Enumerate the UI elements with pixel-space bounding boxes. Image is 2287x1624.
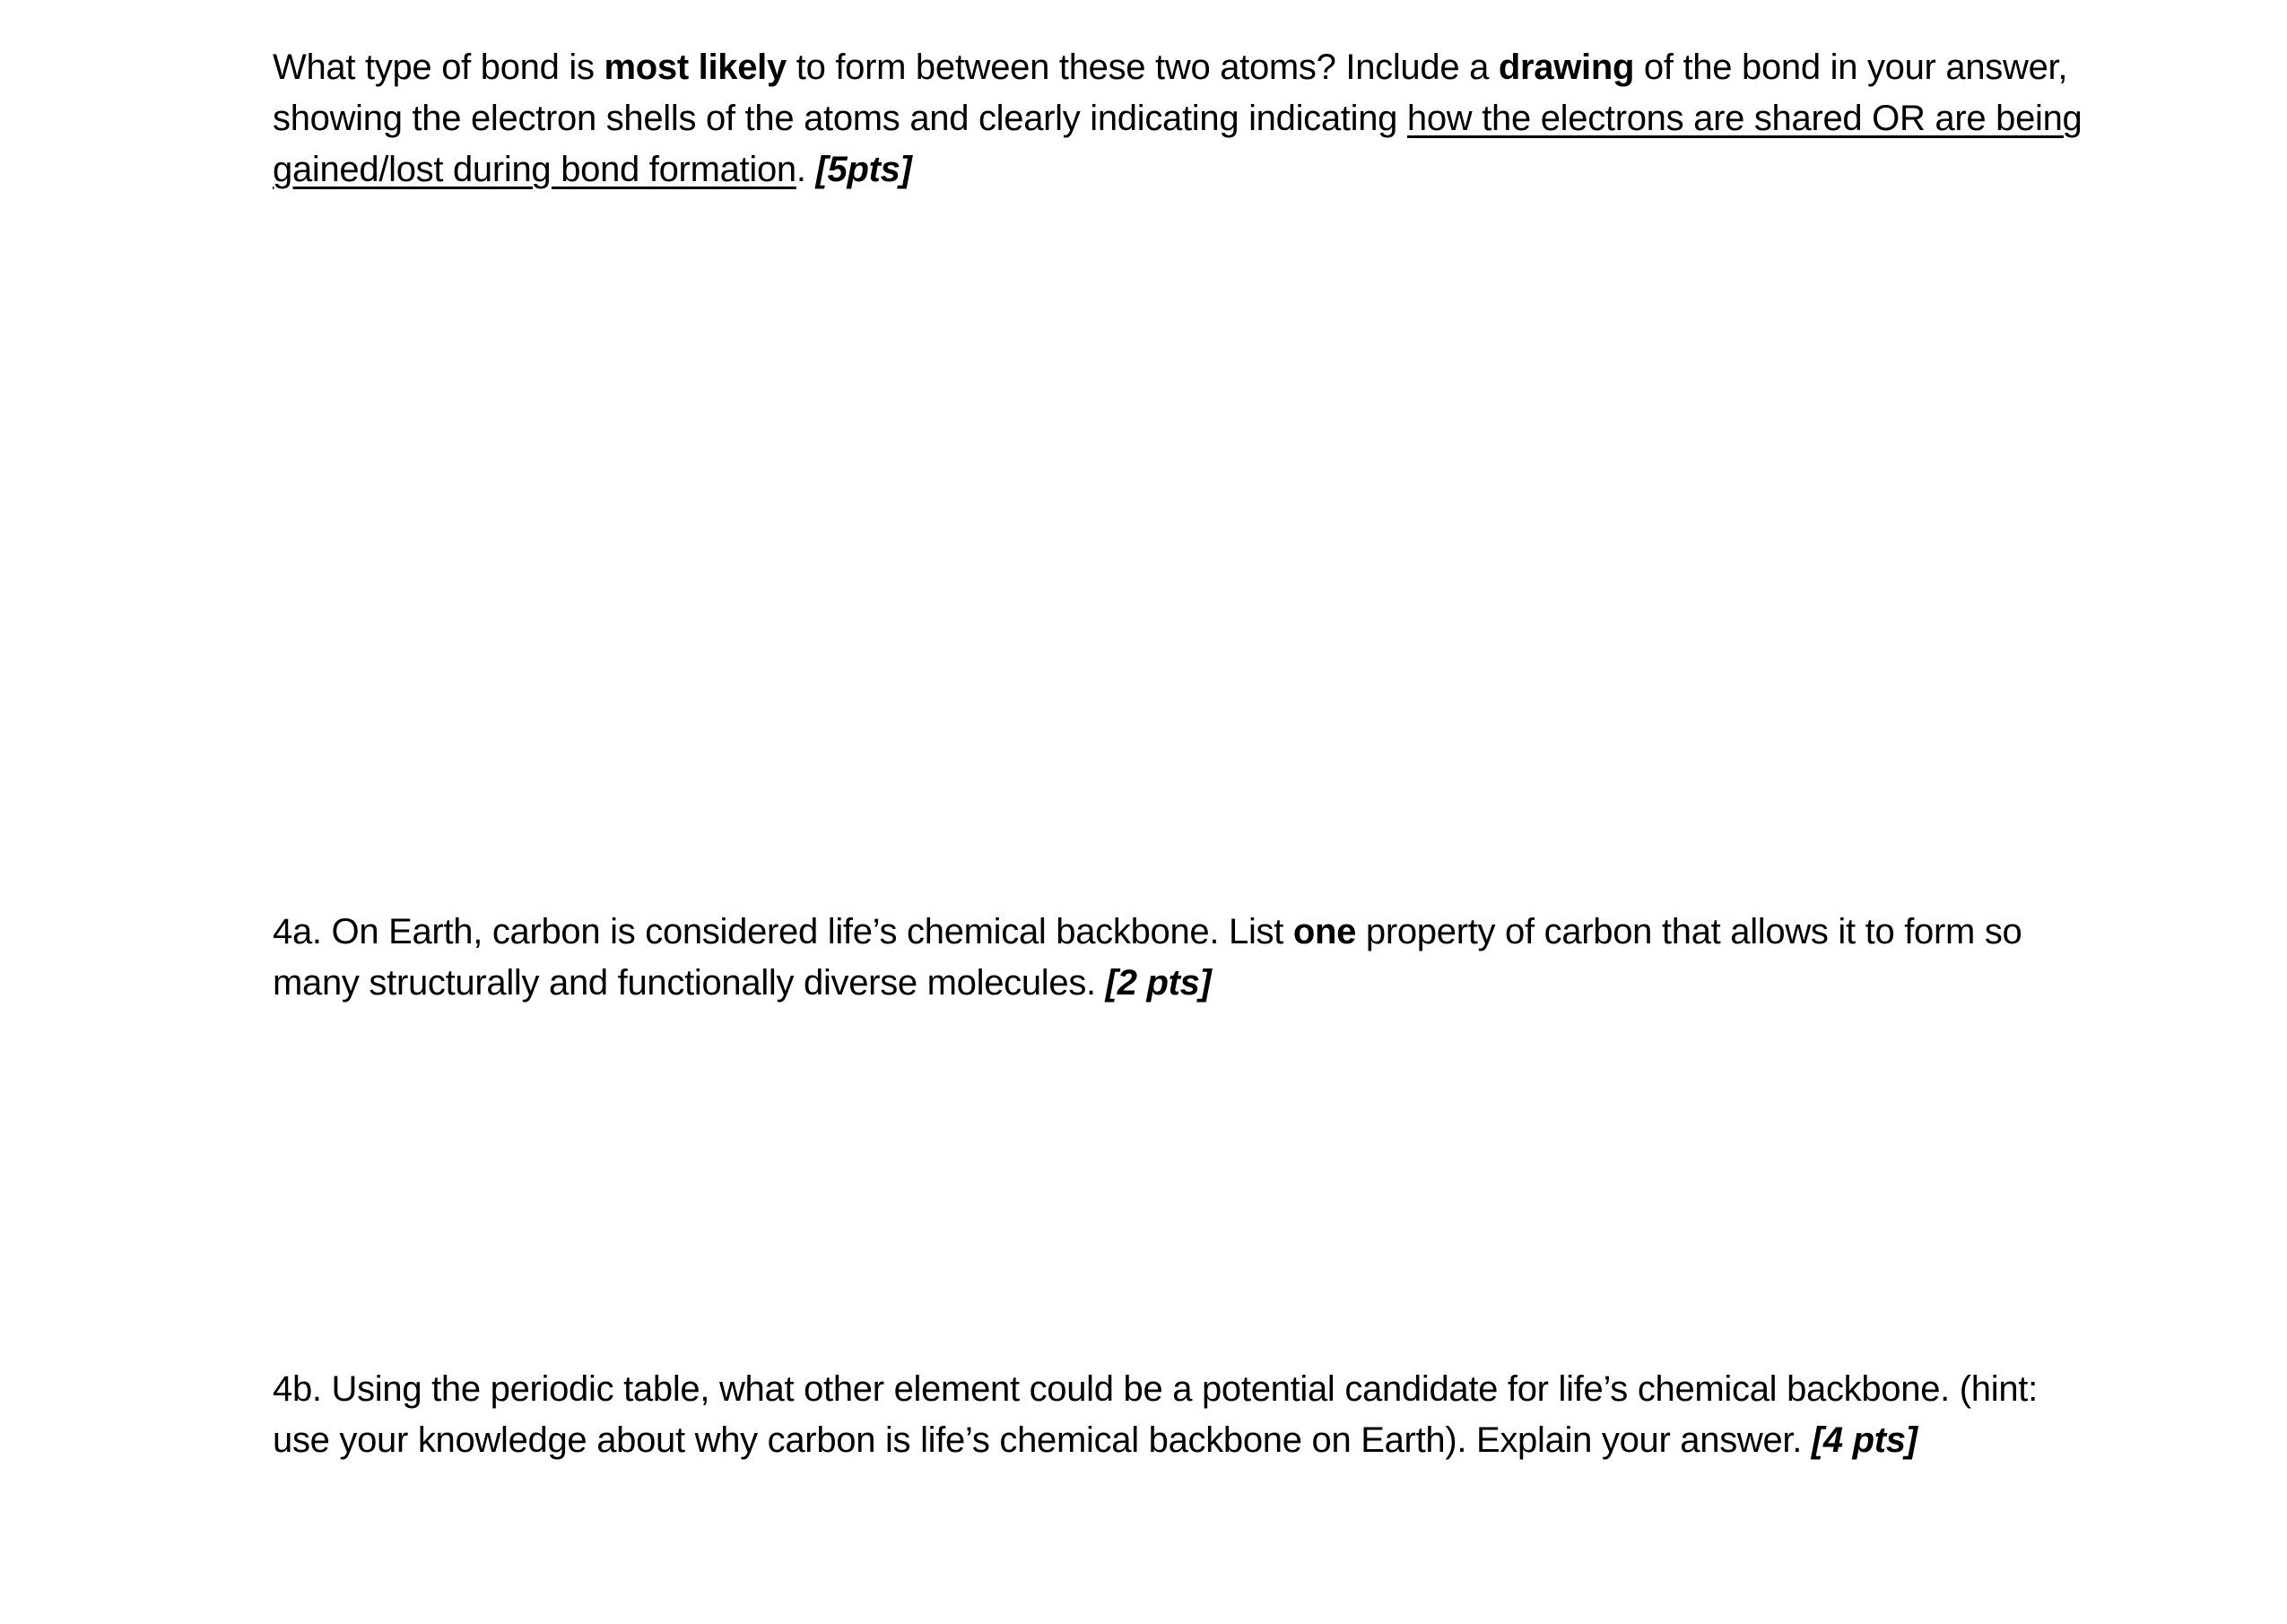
q4a-text-2: property of carbon that allows it to form so many structurally and functionally diverse molecules. — [273, 912, 2022, 1003]
q3-underlined-instruction: how the electrons are shared OR are being gained/lost during bond formation — [273, 99, 2083, 189]
q4b-text-1: 4b. Using the periodic table, what other element could be a potential candidate for life’s chemical backbone. (hint: use your knowledge about why carbon is life’s chemical backbone on Earth). Explain your answer. — [273, 1369, 2038, 1460]
q4b-points: [4 pts] — [1811, 1420, 1917, 1460]
q3-text-3: of the bond in your answer, showing the electron shells of the atoms and clearly indicating indicating — [273, 48, 2068, 138]
q3-text-1: What type of bond is — [273, 48, 604, 87]
q3-text-4: . — [796, 150, 816, 189]
q4a-points: [2 pts] — [1105, 963, 1212, 1003]
q4a-bold-one: one — [1292, 912, 1357, 951]
question-4b-alternative-element — [273, 1364, 2084, 1466]
q3-points: [5pts] — [815, 150, 912, 189]
q3-text-2: to form between these two atoms? Include a — [786, 48, 1499, 87]
q3-bold-drawing: drawing — [1498, 48, 1635, 87]
q4a-text-1: 4a. On Earth, carbon is considered life’s chemical backbone. List — [273, 912, 1293, 951]
question-4a-carbon-property — [273, 907, 2084, 1009]
question-3-bond-type — [273, 42, 2084, 195]
q3-bold-most-likely: most likely — [604, 48, 787, 87]
